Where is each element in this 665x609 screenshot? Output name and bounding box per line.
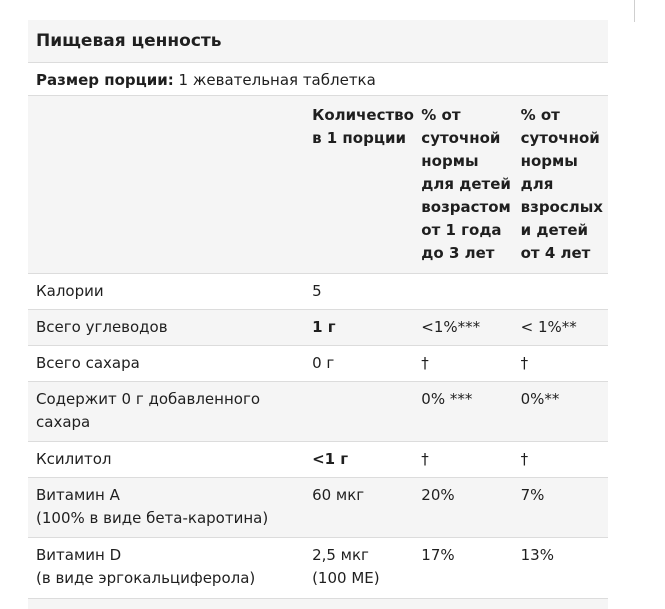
- nutrient-amount: [312, 310, 421, 345]
- nutrient-name: [28, 478, 312, 537]
- children-dv: [421, 538, 520, 598]
- header-children-line: возрастом: [421, 198, 511, 216]
- serving-size-label: Размер порции:: [36, 71, 174, 89]
- nutrient-amount-line: 5: [312, 282, 322, 300]
- adults-dv-line: 0%**: [520, 390, 560, 408]
- nutrient-name: [28, 346, 312, 381]
- nutrient-name-line: (100% в виде бета-каротина): [36, 509, 269, 527]
- header-children-line: нормы: [421, 152, 479, 170]
- table-row: [28, 310, 608, 346]
- nutrient-name-line: Ксилитол: [36, 450, 112, 468]
- header-children-line: для детей: [421, 175, 511, 193]
- nutrient-amount-line: 0 г: [312, 354, 335, 372]
- table-header-row: [28, 96, 608, 274]
- children-dv-line: <1%***: [421, 318, 481, 336]
- header-children-line: % от: [421, 106, 461, 124]
- nutrient-amount: [312, 442, 421, 477]
- header-adults-line: % от: [520, 106, 560, 124]
- nutrient-name-line: Витамин D: [36, 546, 122, 564]
- header-empty-cell: [28, 104, 312, 273]
- nutrient-name-line: Всего сахара: [36, 354, 140, 372]
- children-dv: [421, 442, 520, 477]
- nutrient-name: [28, 382, 312, 441]
- nutrient-name-line: (в виде эргокальциферола): [36, 569, 256, 587]
- adults-dv-line: †: [520, 354, 529, 372]
- nutrient-amount: [312, 382, 421, 441]
- header-adults-line: от 4 лет: [520, 244, 591, 262]
- adults-dv: [521, 442, 608, 477]
- adults-dv: [521, 382, 608, 441]
- children-dv: [421, 346, 520, 381]
- header-adults-line: для: [520, 175, 554, 193]
- header-children-dv: [421, 104, 520, 273]
- adults-dv-line: < 1%**: [520, 318, 577, 336]
- title-row: [28, 20, 608, 63]
- header-adults-line: и детей: [520, 221, 589, 239]
- table-row: [28, 442, 608, 478]
- header-adults-line: суточной: [520, 129, 600, 147]
- adults-dv-line: 7%: [520, 486, 545, 504]
- adults-dv: [521, 274, 608, 309]
- nutrient-name-line: Витамин A: [36, 486, 120, 504]
- adults-dv-line: 13%: [520, 546, 554, 564]
- adults-dv: [521, 346, 608, 381]
- serving-size-value: 1 жевательная таблетка: [173, 71, 376, 89]
- header-adults-line: взрослых: [520, 198, 603, 216]
- nutrient-name-line: Калории: [36, 282, 104, 300]
- nutrient-name: [28, 310, 312, 345]
- header-adults-dv: [521, 104, 608, 273]
- nutrient-amount-line: (100 МЕ): [312, 569, 380, 587]
- adults-dv: [521, 538, 608, 598]
- nutrient-name: [28, 442, 312, 477]
- children-dv-line: †: [421, 450, 429, 468]
- nutrient-name-line: сахара: [36, 413, 91, 431]
- nutrient-amount: [312, 538, 421, 598]
- serving-size-row: [28, 63, 608, 96]
- nutrient-name-line: Всего углеводов: [36, 318, 168, 336]
- children-dv-line: 0% ***: [421, 390, 473, 408]
- header-amount: [312, 104, 421, 273]
- nutrient-amount: [312, 478, 421, 537]
- nutrient-amount-line: <1 г: [312, 450, 349, 468]
- header-children-line: до 3 лет: [421, 244, 495, 262]
- nutrient-name: [28, 274, 312, 309]
- children-dv: [421, 274, 520, 309]
- adults-dv-line: †: [520, 450, 529, 468]
- table-row: [28, 478, 608, 538]
- children-dv-line: 20%: [421, 486, 455, 504]
- header-amount-line: в 1 порции: [312, 129, 406, 147]
- header-amount-line: Количество: [312, 106, 414, 124]
- table-row: [28, 382, 608, 442]
- nutrient-amount-line: 60 мкг: [312, 486, 365, 504]
- header-adults-line: нормы: [520, 152, 578, 170]
- header-children-line: от 1 года: [421, 221, 502, 239]
- adults-dv: [521, 478, 608, 537]
- nutrient-amount-line: 2,5 мкг: [312, 546, 369, 564]
- header-children-line: суточной: [421, 129, 501, 147]
- children-dv-line: 17%: [421, 546, 455, 564]
- panel-title: Пищевая ценность: [36, 31, 222, 51]
- table-row: [28, 538, 608, 598]
- children-dv: [421, 478, 520, 537]
- nutrient-amount: [312, 346, 421, 381]
- nutrient-name: [28, 538, 312, 598]
- nutrition-facts-panel: [28, 20, 608, 598]
- children-dv: [421, 310, 520, 345]
- nutrient-amount: [312, 274, 421, 309]
- children-dv: [421, 382, 520, 441]
- nutrient-amount-line: 1 г: [312, 318, 336, 336]
- children-dv-line: †: [421, 354, 429, 372]
- nutrient-name-line: Содержит 0 г добавленного: [36, 390, 260, 408]
- table-row: [28, 274, 608, 310]
- adults-dv: [521, 310, 608, 345]
- table-row: [28, 346, 608, 382]
- next-row-edge: [28, 598, 608, 609]
- scroll-edge-line: [634, 0, 635, 22]
